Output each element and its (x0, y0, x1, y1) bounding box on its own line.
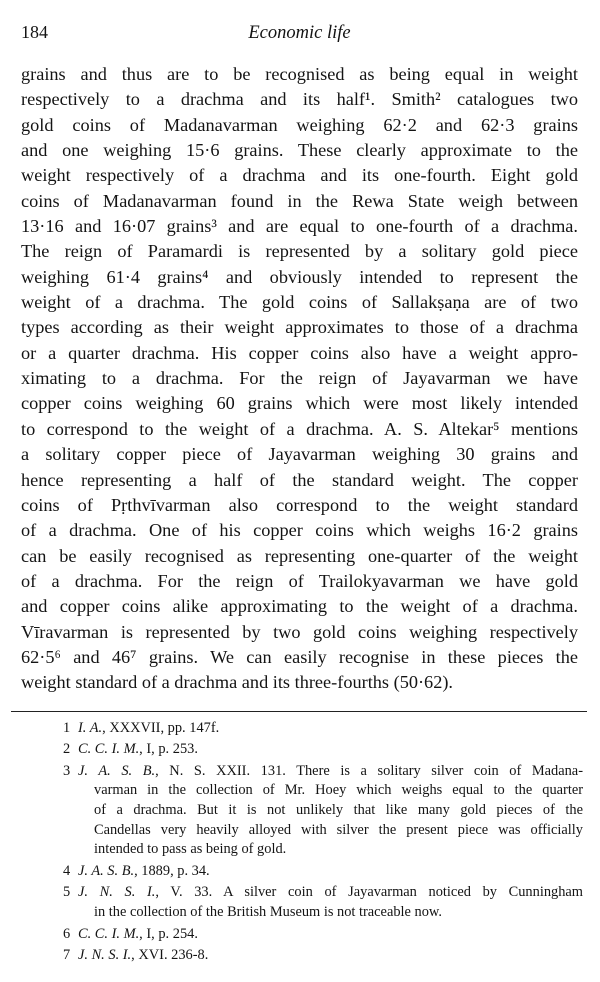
footnote-line: C. C. I. M., I, p. 254. (78, 925, 198, 942)
footnote-number: 5 (63, 884, 71, 901)
body-line: ximating to a drachma. For the reign of Jayavarman we have (21, 368, 578, 389)
body-line: hence representing a half of the standard weight. The copper (21, 469, 578, 490)
footnote-number: 2 (63, 741, 71, 758)
footnote-line: Candellas very heavily alloyed with silver the present piece was officially (94, 821, 583, 838)
reference-abbreviation: J. A. S. B. (78, 862, 135, 879)
body-line: of a drachma. For the reign of Trailokyavarman we have gold (21, 570, 578, 591)
body-line: of a drachma. One of his copper coins which weighs 16·2 grains (21, 520, 578, 541)
footnotes (63, 719, 583, 966)
body-line: types according as their weight approximates to those of a drachma (21, 317, 578, 338)
body-line: weight respectively of a drachma and its one-fourth. Eight gold (21, 165, 578, 186)
footnote-text (78, 719, 583, 739)
body-line: weight of a drachma. The gold coins of Sallakṣaṇa are of two (21, 292, 578, 313)
footnote-number: 6 (63, 925, 71, 942)
body-line: 62·5⁶ and 46⁷ grains. We can easily recognise in these pieces the (21, 646, 578, 667)
footnote-number: 3 (63, 762, 71, 779)
footnote-text (78, 946, 583, 966)
body-line: 13·16 and 16·07 grains³ and are equal to one-fourth of a drachma. (21, 216, 578, 237)
reference-abbreviation: J. N. S. I. (78, 947, 132, 964)
footnote-line: C. C. I. M., I, p. 253. (78, 741, 198, 758)
footnote-text (78, 883, 583, 922)
footnote-line: J. N. S. I., V. 33. A silver coin of Jayavarman noticed by Cunningham (78, 884, 583, 901)
footnote-divider (11, 711, 587, 712)
body-line: coins of Pṛthvīvarman also correspond to the weight standard (21, 494, 578, 515)
reference-abbreviation: J. N. S. I. (78, 884, 156, 901)
footnote (63, 862, 583, 882)
footnote-number: 7 (63, 947, 71, 964)
footnote-number: 4 (63, 862, 71, 879)
footnote (63, 719, 583, 739)
body-line: The reign of Paramardi is represented by a solitary gold piece (21, 241, 578, 262)
footnote-line: intended to pass as being of gold. (94, 841, 287, 858)
body-line: coins of Madanavarman found in the Rewa State weigh between (21, 190, 578, 211)
body-text (21, 62, 578, 696)
footnote-line: of a drachma. But it is not unlikely that like many gold pieces of the (94, 801, 583, 818)
footnote (63, 740, 583, 760)
body-line: and one weighing 15·6 grains. These clearly approximate to the (21, 140, 578, 161)
body-line: grains and thus are to be recognised as being equal in weight (21, 64, 578, 84)
footnote-text (78, 925, 583, 945)
body-line: Vīravarman is represented by two gold coins weighing respectively (21, 621, 578, 642)
footnote (63, 946, 583, 966)
body-line: weighing 61·4 grains⁴ and obviously intended to represent the (21, 266, 578, 287)
page-number: 184 (21, 22, 48, 42)
body-line: and copper coins alike approximating to the weight of a drachma. (21, 596, 578, 617)
footnote (63, 883, 583, 922)
reference-abbreviation: C. C. I. M. (78, 741, 140, 758)
body-line: to correspond to the weight of a drachma. A. S. Altekar⁵ mentions (21, 418, 578, 439)
footnote-text (78, 740, 583, 760)
body-line: a solitary copper piece of Jayavarman weighing 30 grains and (21, 444, 578, 465)
reference-abbreviation: C. C. I. M. (78, 925, 140, 942)
body-line: or a quarter drachma. His copper coins also have a weight appro- (21, 342, 578, 363)
footnote (63, 925, 583, 945)
running-head: Economic life (248, 23, 351, 43)
footnote-line: in the collection of the British Museum is not traceable now. (94, 903, 442, 920)
footnote-number: 1 (63, 719, 71, 736)
page-header (21, 22, 578, 56)
footnote-line: I. A., XXXVII, pp. 147f. (78, 719, 220, 736)
footnote-line: J. N. S. I., XVI. 236-8. (78, 947, 209, 964)
footnote (63, 762, 583, 860)
reference-abbreviation: J. A. S. B. (78, 762, 156, 779)
body-line: weight standard of a drachma and its three-fourths (50·62). (21, 672, 454, 693)
body-line: respectively to a drachma and its half¹. Smith² catalogues two (21, 89, 578, 110)
footnote-text (78, 862, 583, 882)
footnote-line: J. A. S. B., 1889, p. 34. (78, 862, 210, 879)
reference-abbreviation: I. A. (78, 719, 103, 736)
body-line: copper coins weighing 60 grains which were most likely intended (21, 393, 578, 414)
body-line: can be easily recognised as representing one-quarter of the weight (21, 545, 578, 566)
footnote-line: J. A. S. B., N. S. XXII. 131. There is a solitary silver coin of Madana- (78, 762, 583, 779)
footnote-text (78, 762, 583, 860)
body-line: gold coins of Madanavarman weighing 62·2 and 62·3 grains (21, 114, 578, 135)
footnote-line: varman in the collection of Mr. Hoey which weighs equal to the quarter (94, 782, 583, 799)
